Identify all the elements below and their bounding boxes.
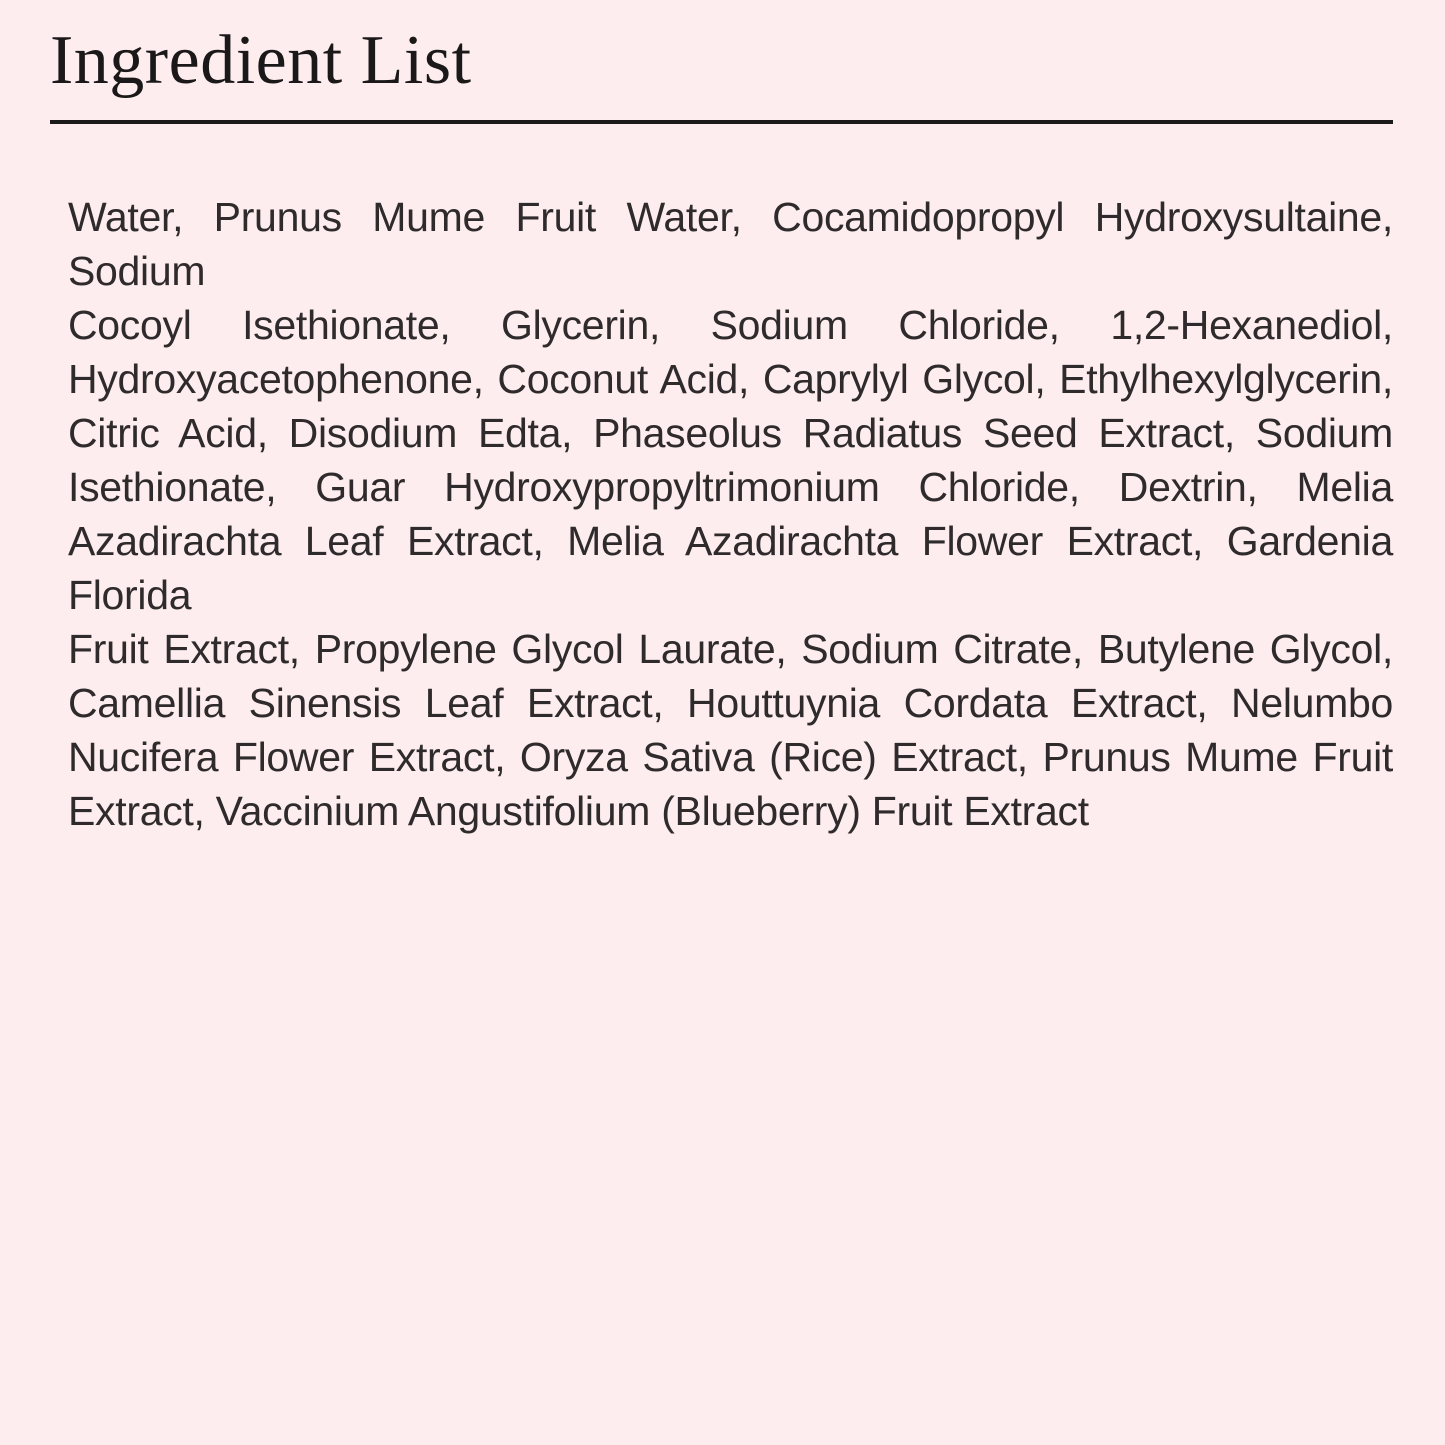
ingredient-line: Hydroxyacetophenone, Coconut Acid, Caprylyl Glycol, Ethylhexylglycerin,: [68, 356, 1393, 402]
ingredient-line: Nucifera Flower Extract, Oryza Sativa (Rice) Extract, Prunus Mume Fruit: [68, 734, 1393, 780]
ingredient-line: Isethionate, Guar Hydroxypropyltrimonium Chloride, Dextrin, Melia: [68, 464, 1393, 510]
ingredient-line: Water, Prunus Mume Fruit Water, Cocamidopropyl Hydroxysultaine, Sodium: [68, 194, 1393, 294]
ingredient-line: Cocoyl Isethionate, Glycerin, Sodium Chloride, 1,2-Hexanediol,: [68, 302, 1393, 348]
ingredient-line: Fruit Extract, Propylene Glycol Laurate, Sodium Citrate, Butylene Glycol,: [68, 626, 1393, 672]
title-divider: [50, 120, 1393, 124]
page-title: Ingredient List: [50, 22, 472, 99]
ingredient-line: Extract, Vaccinium Angustifolium (Blueberry) Fruit Extract: [68, 788, 1089, 834]
ingredient-line: Camellia Sinensis Leaf Extract, Houttuynia Cordata Extract, Nelumbo: [68, 680, 1393, 726]
ingredient-line: Azadirachta Leaf Extract, Melia Azadirachta Flower Extract, Gardenia Florida: [68, 518, 1393, 618]
ingredient-line: Citric Acid, Disodium Edta, Phaseolus Radiatus Seed Extract, Sodium: [68, 410, 1393, 456]
ingredient-list-text: [68, 190, 1393, 838]
